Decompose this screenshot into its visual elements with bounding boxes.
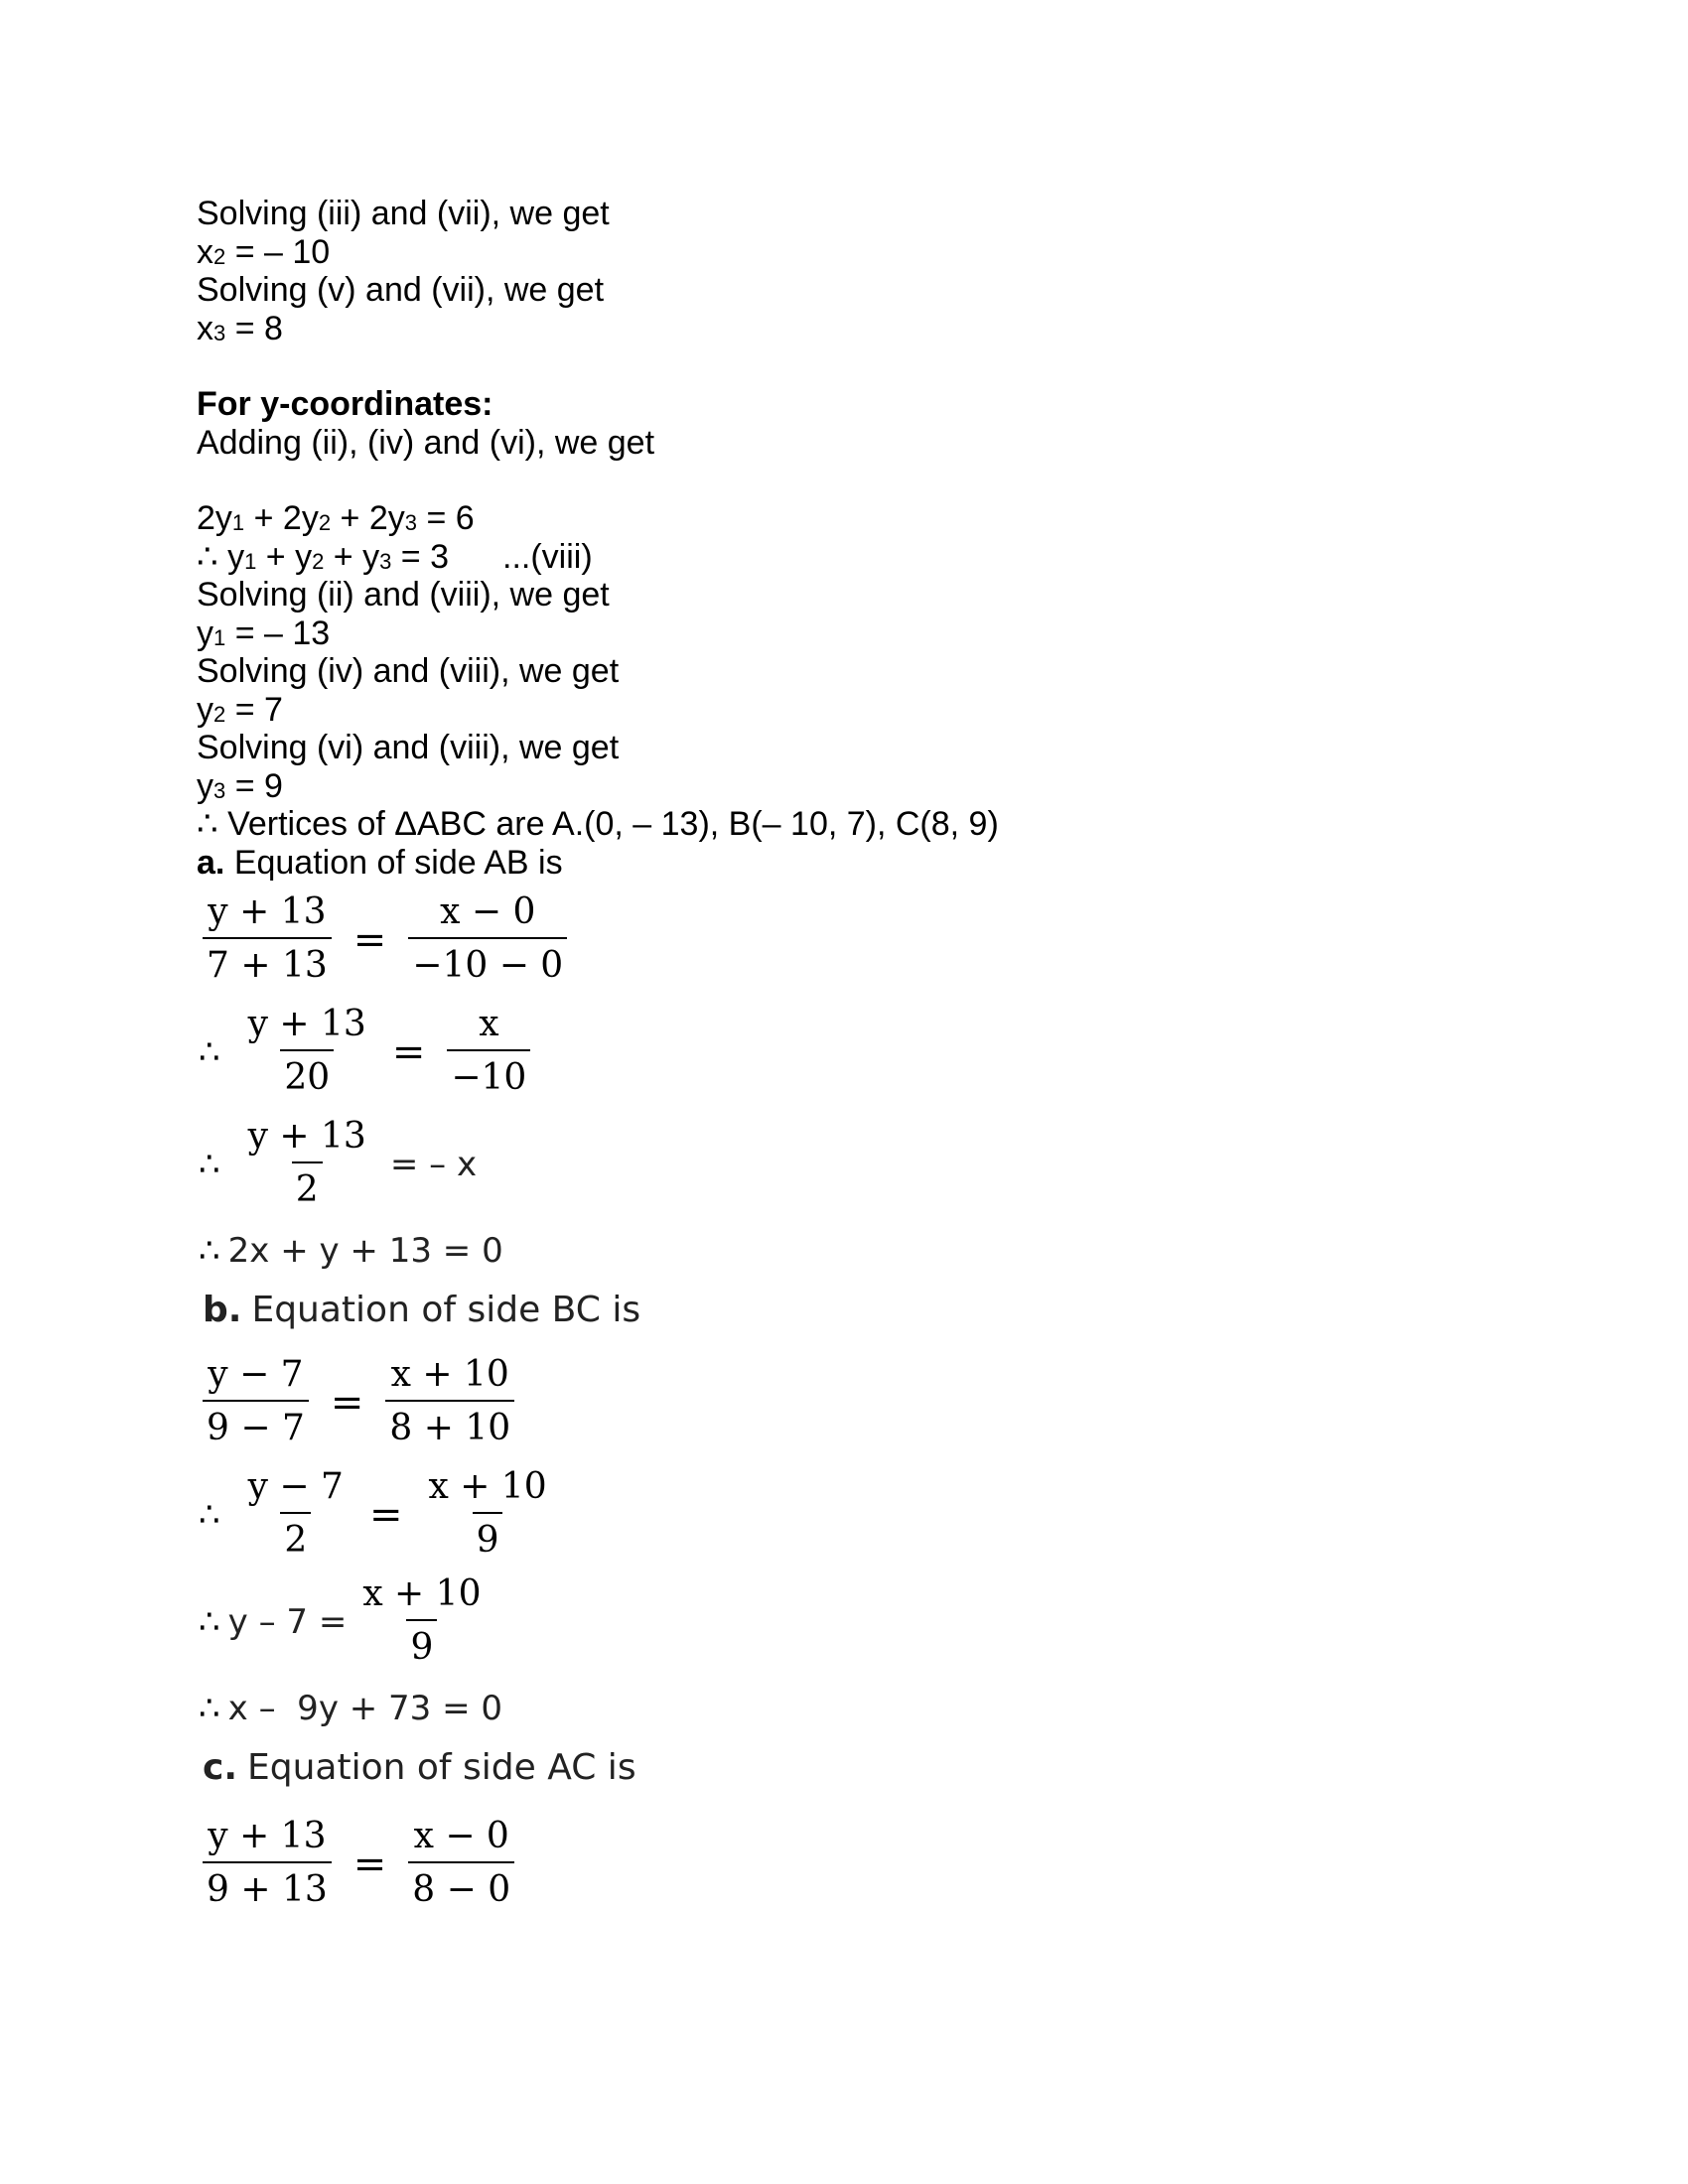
fraction: $\frac{y - 7}{9 - 7}$ <box>197 1350 315 1455</box>
fraction: $\frac{x - 0}{-10 - 0}$ <box>402 887 573 993</box>
fraction: $\frac{y + 13}{2}$ <box>238 1112 376 1217</box>
vertices-line: ∴ Vertices of ΔABC are A.(0, – 13), B(– 10, 7), C(8, 9) <box>197 805 999 843</box>
part-b-heading: b. Equation of side BC is <box>203 1290 641 1330</box>
text-line: Solving (iii) and (vii), we get <box>197 195 610 232</box>
text-line: Solving (ii) and (viii), we get <box>197 576 610 614</box>
fraction-equation: $\frac{y - 7}{9 - 7}$ = $\frac{x + 10}{8 + 10}$ <box>197 1350 1487 1455</box>
fraction-equation: ∴ $\frac{y + 13}{20}$ = $\frac{x}{-10}$ <box>197 1000 1487 1105</box>
fraction-equation: ∴ $\frac{y + 13}{2}$ = – x <box>197 1112 1487 1217</box>
fraction: $\frac{y - 7}{2}$ <box>238 1462 353 1568</box>
fraction: $\frac{x + 10}{8 + 10}$ <box>379 1350 520 1455</box>
equation-y2: $y_2 = 7$ <box>197 690 283 729</box>
fraction-equation: ∴ $\frac{y - 7}{2}$ = $\frac{x + 10}{9}$ <box>197 1462 1487 1568</box>
text-line: Adding (ii), (iv) and (vi), we get <box>197 423 655 462</box>
text-line: Solving (v) and (vii), we get <box>197 271 605 309</box>
text-line: Solving (vi) and (viii), we get <box>197 729 620 766</box>
part-a-heading: a. Equation of side AB is <box>197 843 563 882</box>
fraction: $\frac{y + 13}{9 + 13}$ <box>197 1812 338 1917</box>
fraction: $\frac{y + 13}{20}$ <box>238 1000 376 1105</box>
result-equation: ∴ 2x + y + 13 = 0 <box>199 1231 503 1271</box>
section-heading: For y-coordinates: <box>197 385 493 423</box>
document-page <box>197 195 1487 1917</box>
equation-y3: $y_3 = 9$ <box>197 766 283 805</box>
equation-x2: $x_2$ = – 10 <box>197 232 331 271</box>
fraction: $\frac{x + 10}{9}$ <box>418 1462 556 1568</box>
equation-sum: $2y_1 + 2y_2 + 2y_3 = 6$ <box>197 499 475 537</box>
fraction: $\frac{x - 0}{8 - 0}$ <box>402 1812 520 1917</box>
equation-y1: $y_1$ = – 13 <box>197 614 331 652</box>
text-line: Solving (iv) and (viii), we get <box>197 652 620 690</box>
fraction-equation: $\frac{y + 13}{7 + 13}$ = $\frac{x - 0}{-10 - 0}$ <box>197 887 1487 993</box>
fraction-equation: ∴ y – 7 = $\frac{x + 10}{9}$ <box>197 1570 1487 1675</box>
result-equation: ∴ x – 9y + 73 = 0 <box>199 1689 503 1728</box>
fraction: $\frac{x}{-10}$ <box>441 1000 536 1105</box>
equation-x3: $x_3 = 8$ <box>197 309 283 347</box>
equation-viii: ∴ $y_1 + y_2 + y_3 = 3$ ...(viii) <box>197 537 593 576</box>
part-c-heading: c. Equation of side AC is <box>203 1747 636 1788</box>
fraction: $\frac{y + 13}{7 + 13}$ <box>197 887 338 993</box>
fraction-equation: $\frac{y + 13}{9 + 13}$ = $\frac{x - 0}{8 - 0}$ <box>197 1812 1487 1917</box>
fraction: $\frac{x + 10}{9}$ <box>352 1570 491 1675</box>
